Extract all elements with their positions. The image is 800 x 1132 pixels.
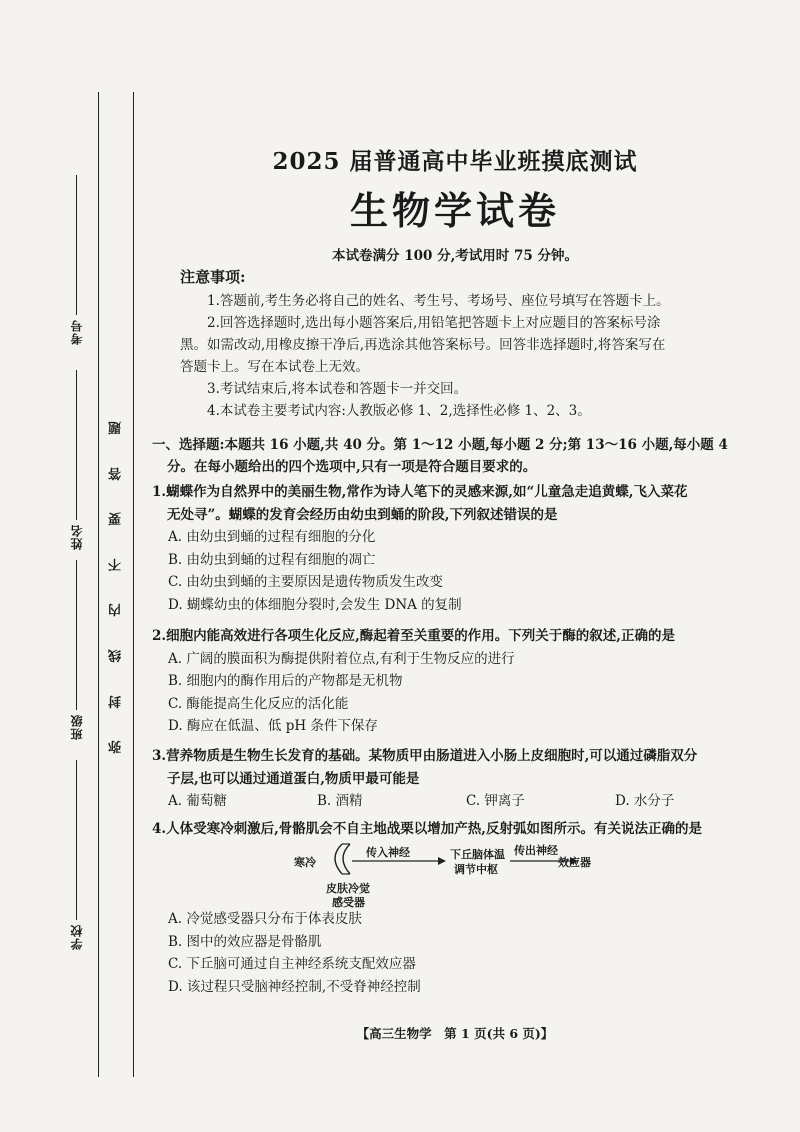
class-label: 班级 [69, 714, 84, 740]
option-c: C. 由幼虫到蛹的主要原因是遗传物质发生改变 [168, 574, 443, 591]
name-field[interactable] [56, 370, 96, 550]
center-label-line1: 下丘脑体温 [450, 848, 505, 861]
option-a: A. 葡萄糖 [168, 793, 227, 810]
reflex-arc-lines [270, 838, 610, 908]
reflex-arc-diagram [270, 838, 610, 908]
exam-number-field[interactable] [56, 175, 96, 345]
option-c: C. 下丘脑可通过自主神经系统支配效应器 [168, 956, 416, 973]
name-label: 姓名 [69, 524, 84, 550]
school-label: 学校 [69, 924, 84, 950]
notice-item: 答题卡上。写在本试卷上无效。 [180, 359, 369, 375]
section-heading: 一、选择题:本题共 16 小题,共 40 分。第 1～12 小题,每小题 2 分;第 13～16 小题,每小题 4 分。在每小题给出的四个选项中,只有一项是符合题目要求的。 [152, 437, 728, 475]
notice-item: 2.回答选择题时,选出每小题答案后,用铅笔把答题卡上对应题目的答案标号涂 [207, 315, 661, 331]
option-c: C. 酶能提高生化反应的活化能 [168, 695, 349, 712]
notice-item: 1.答题前,考生务必将自己的姓名、考生号、考场号、座位号填写在答题卡上。 [207, 293, 670, 309]
exam-title: 2025 届普通高中毕业班摸底测试 [272, 148, 638, 175]
exam-info: 本试卷满分 100 分,考试用时 75 分钟。 [332, 248, 578, 264]
efferent-nerve-label: 传出神经 [514, 844, 558, 857]
notice-item: 4.本试卷主要考试内容:人教版必修 1、2,选择性必修 1、2、3。 [207, 403, 591, 419]
option-d: D. 该过程只受脑神经控制,不受脊神经控制 [168, 978, 421, 995]
question-2 [152, 625, 764, 738]
option-b: B. 由幼虫到蛹的过程有细胞的凋亡 [168, 551, 376, 568]
option-a: A. 广阔的膜面积为酶提供附着位点,有利于生物反应的进行 [168, 650, 515, 667]
notice-item: 3.考试结束后,将本试卷和答题卡一并交回。 [207, 381, 468, 397]
question-4-options [152, 908, 764, 998]
effector-label: 效应器 [558, 856, 591, 869]
option-b: B. 酒精 [317, 793, 363, 810]
option-b: B. 图中的效应器是骨骼肌 [168, 933, 322, 950]
question-3 [152, 745, 764, 813]
option-c: C. 钾离子 [466, 793, 525, 810]
question-stem: 2.细胞内能高效进行各项生化反应,酶起着至关重要的作用。下列关于酶的叙述,正确的是 [152, 628, 675, 644]
stimulus-label: 寒冷 [294, 856, 316, 869]
class-field[interactable] [56, 560, 96, 740]
option-a: A. 冷觉感受器只分布于体表皮肤 [168, 911, 362, 927]
notice-list [180, 290, 740, 422]
page-footer: 【高三生物学 第 1 页(共 6 页)】 [356, 1026, 554, 1041]
notice-heading: 注意事项: [180, 268, 246, 286]
subject-title: 生物学试卷 [349, 188, 560, 233]
center-label-line2: 调节中枢 [454, 863, 498, 876]
school-field[interactable] [56, 760, 96, 950]
question-stem: 1.蝴蝶作为自然界中的美丽生物,常作为诗人笔下的灵感来源,如“儿童急走追黄蝶,飞入菜花 无处寻”。蝴蝶的发育会经历由幼虫到蛹的阶段,下列叙述错误的是 [152, 484, 688, 523]
receptor-label-line1: 皮肤冷觉 [326, 882, 370, 895]
option-b: B. 细胞内的酶作用后的产物都是无机物 [168, 673, 403, 690]
question-stem: 4.人体受寒冷刺激后,骨骼肌会不自主地战栗以增加产热,反射弧如图所示。有关说法正确的是 [152, 821, 702, 837]
seal-line-notice: 题 答 要 不 内 线 封 弥 [109, 421, 124, 754]
question-1 [152, 481, 764, 617]
option-d: D. 酶应在低温、低 pH 条件下保存 [168, 718, 378, 735]
option-a: A. 由幼虫到蛹的过程有细胞的分化 [168, 529, 376, 546]
binding-line-inner [133, 92, 134, 1077]
afferent-nerve-label: 传入神经 [366, 846, 410, 859]
notice-item: 黑。如需改动,用橡皮擦干净后,再选涂其他答案标号。回答非选择题时,将答案写在 [180, 337, 666, 353]
options-row [168, 790, 764, 813]
question-stem: 3.营养物质是生物生长发育的基础。某物质甲由肠道进入小肠上皮细胞时,可以通过磷脂双分 子层,也可以通过通道蛋白,物质甲最可能是 [152, 748, 698, 787]
option-d: D. 水分子 [615, 793, 675, 810]
receptor-label-line2: 感受器 [332, 896, 365, 909]
binding-line-outer [98, 92, 99, 1077]
exam-number-label: 考号 [69, 319, 84, 345]
option-d: D. 蝴蝶幼虫的体细胞分裂时,会发生 DNA 的复制 [168, 596, 462, 613]
